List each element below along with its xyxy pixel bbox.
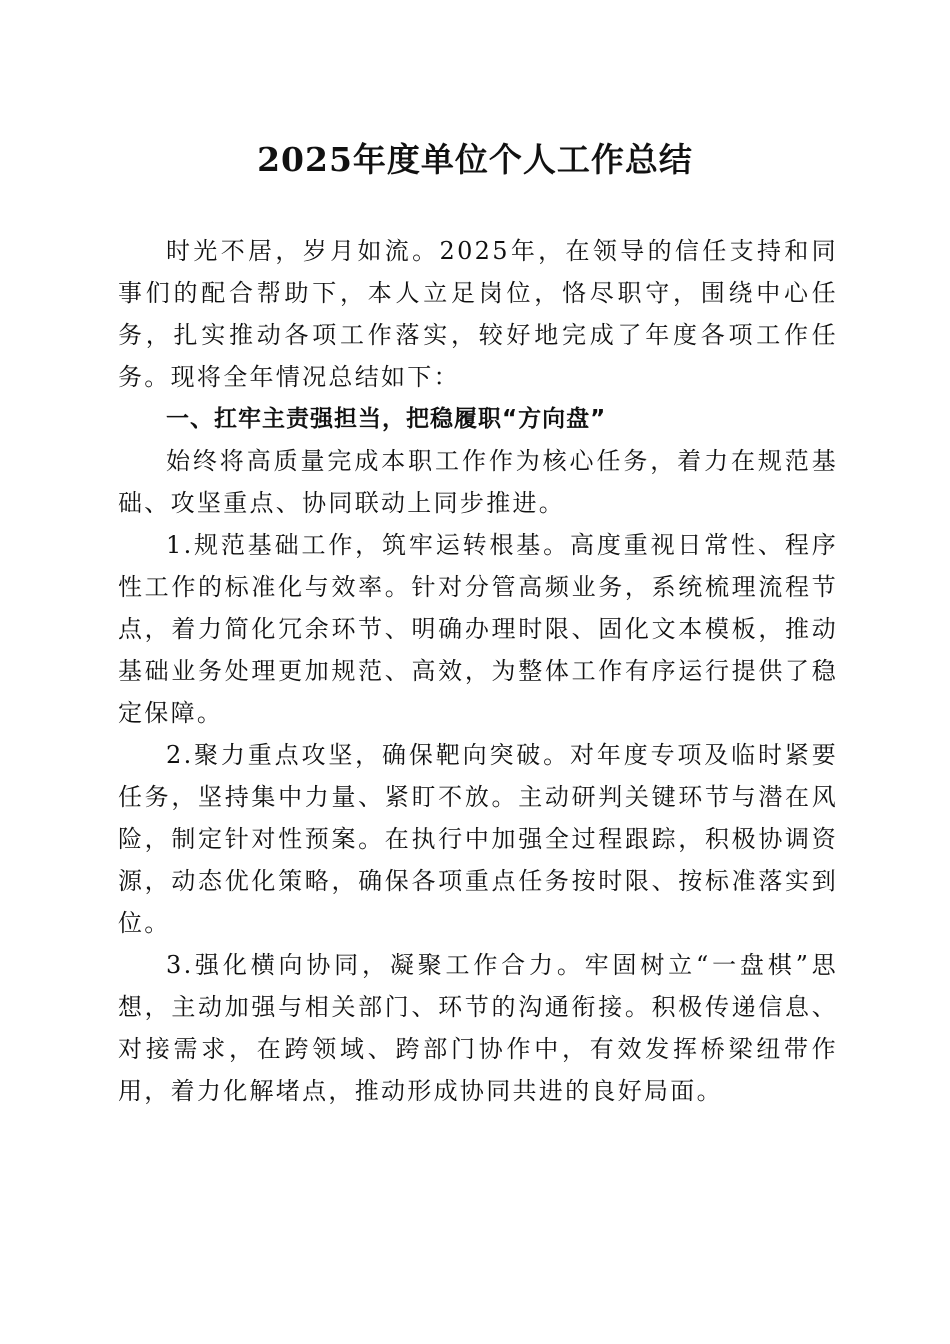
item-paragraph-1: 1.规范基础工作，筑牢运转根基。高度重视日常性、程序性工作的标准化与效率。针对分管高频业务，系统梳理流程节点，着力简化冗余环节、明确办理时限、固化文本模板，推动基础业务处理更加规范、高效，为整体工作有序运行提供了稳定保障。 <box>118 531 838 727</box>
document-title: 2025年度单位个人工作总结 <box>257 140 693 179</box>
document-body <box>118 230 838 1112</box>
item-paragraph-2: 2.聚力重点攻坚，确保靶向突破。对年度专项及临时紧要任务，坚持集中力量、紧盯不放。主动研判关键环节与潜在风险，制定针对性预案。在执行中加强全过程跟踪，积极协调资源，动态优化策略，确保各项重点任务按时限、按标准落实到位。 <box>118 741 838 937</box>
item-paragraph-3: 3.强化横向协同，凝聚工作合力。牢固树立“一盘棋”思想，主动加强与相关部门、环节的沟通衔接。积极传递信息、对接需求，在跨领域、跨部门协作中，有效发挥桥梁纽带作用，着力化解堵点，推动形成协同共进的良好局面。 <box>118 951 838 1105</box>
intro-paragraph: 时光不居，岁月如流。2025年，在领导的信任支持和同事们的配合帮助下，本人立足岗位，恪尽职守，围绕中心任务，扎实推动各项工作落实，较好地完成了年度各项工作任务。现将全年情况总结如下： <box>118 237 838 391</box>
section-heading: 一、扛牢主责强担当，把稳履职“方向盘” <box>166 406 607 432</box>
section-lead-paragraph: 始终将高质量完成本职工作作为核心任务，着力在规范基础、攻坚重点、协同联动上同步推进。 <box>118 447 838 517</box>
